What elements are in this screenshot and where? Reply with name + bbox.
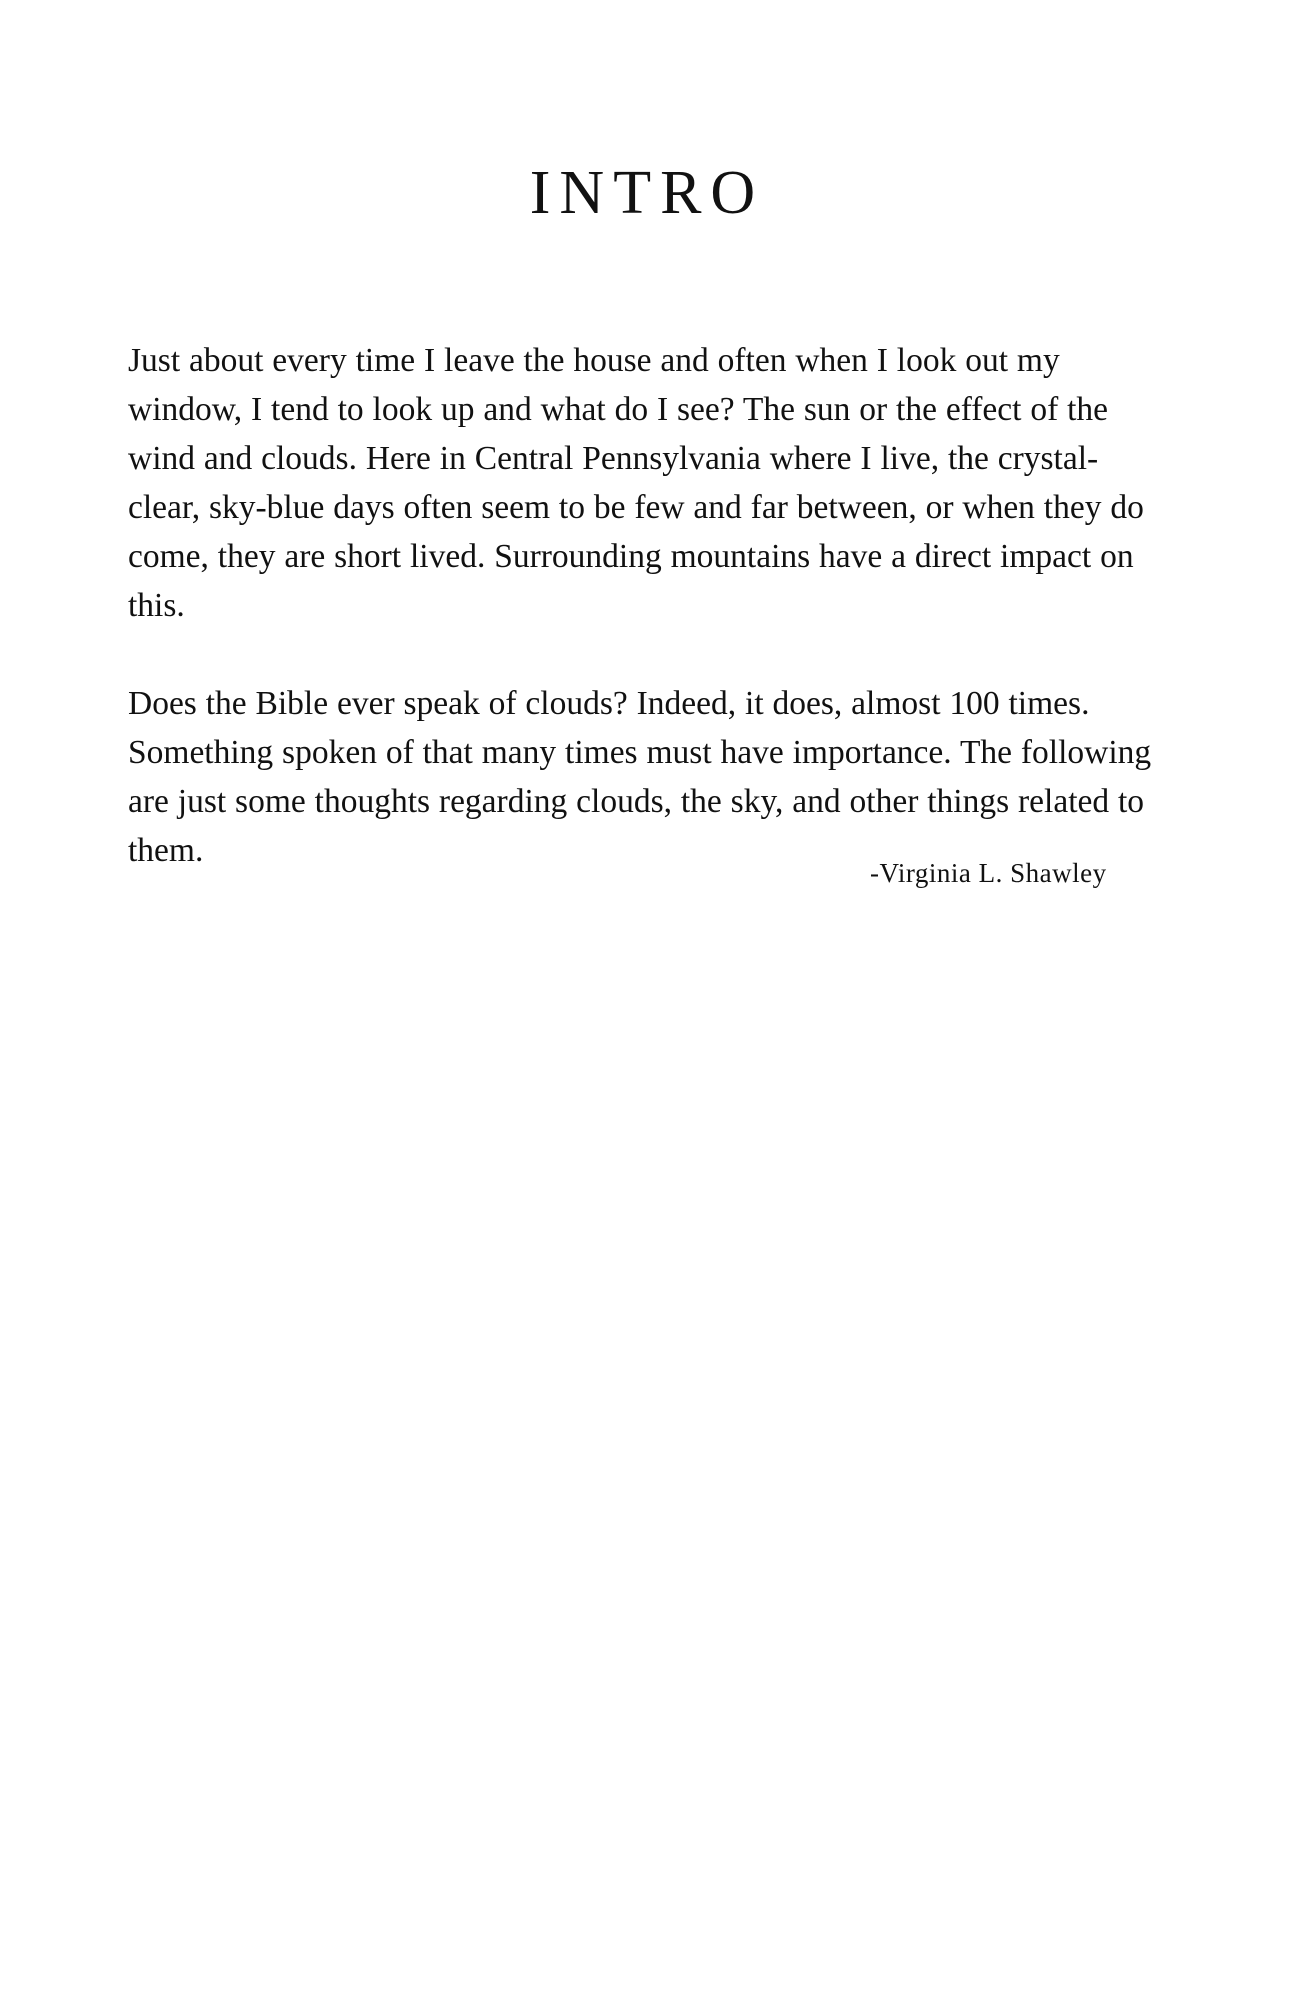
intro-paragraph-1: Just about every time I leave the house and often when I look out my window, I tend to look up and what do I see? The sun or the effect of the wind and clouds. Here in Central Pennsylvania where I live, the crystal-clear, sky-blue days often seem to be few and far between, or when they do come, they are short lived. Surrounding mountains have a direct impact on this.	[128, 342, 1144, 624]
intro-paragraph-2: Does the Bible ever speak of clouds? Indeed, it does, almost 100 times. Something spoken of that many times must have importance. The following are just some thoughts regarding clouds, the sky, and other things related to them.	[128, 685, 1152, 869]
page-title: INTRO	[529, 159, 765, 227]
intro-body	[128, 336, 1168, 875]
author-signature: -Virginia L. Shawley	[870, 858, 1107, 888]
